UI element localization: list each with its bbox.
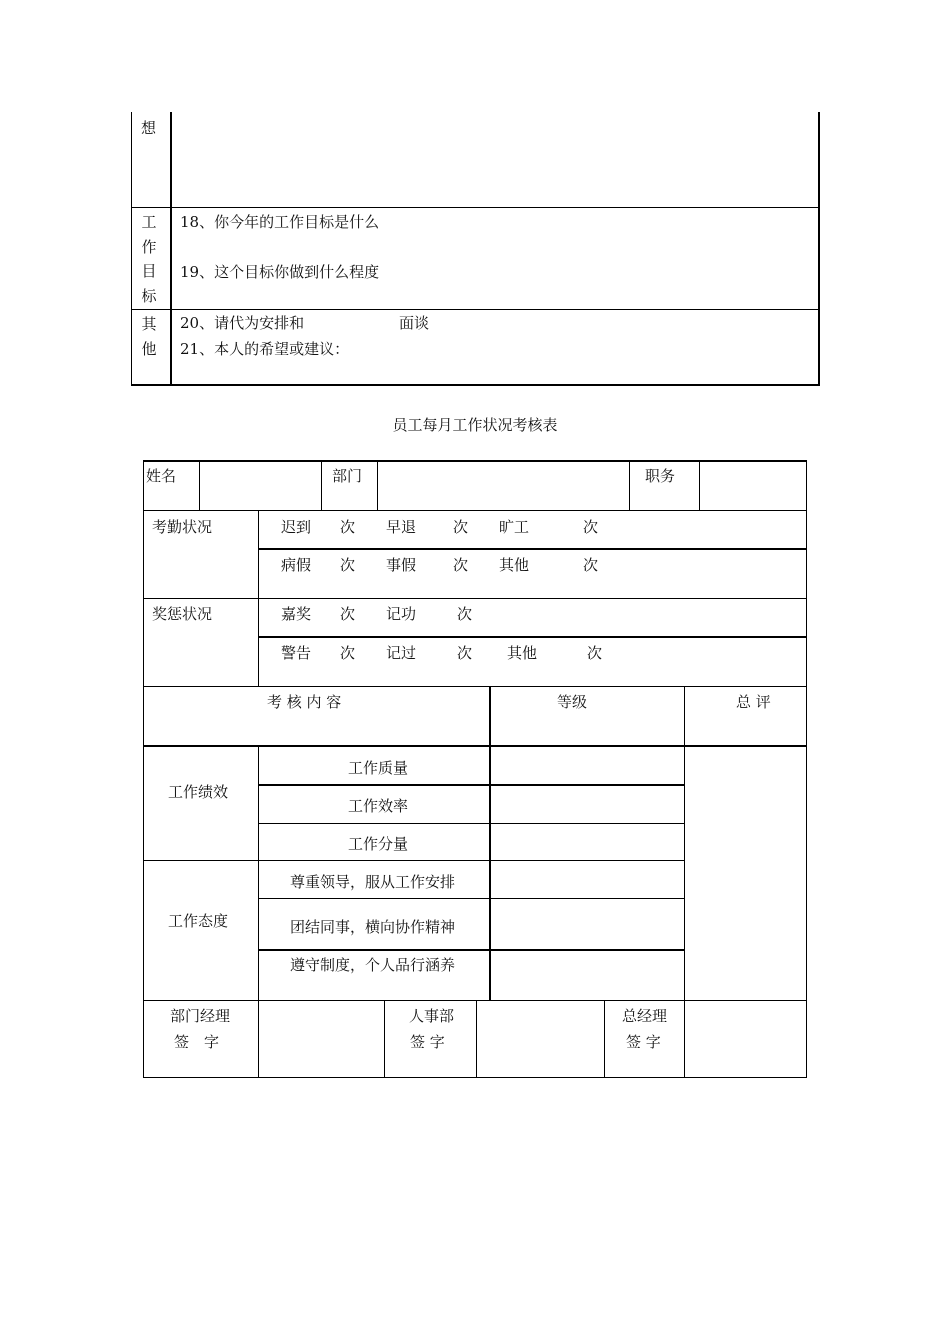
row-divider xyxy=(258,949,685,951)
count-unit: 次 xyxy=(340,518,356,536)
overall-header: 总 评 xyxy=(736,693,771,711)
count-unit: 次 xyxy=(340,644,356,662)
section-goals-label xyxy=(139,210,159,308)
cell-divider xyxy=(604,1000,605,1078)
goals-label-char: 标 xyxy=(141,286,157,305)
commendation-label: 嘉奖 xyxy=(281,605,312,623)
other-label-char: 其 xyxy=(141,315,157,333)
goals-label-char: 作 xyxy=(141,237,157,256)
warning-label: 警告 xyxy=(281,644,312,662)
goals-label-char: 工 xyxy=(141,213,157,231)
count-unit: 次 xyxy=(457,644,473,662)
attendance-label: 考勤状况 xyxy=(152,518,213,536)
early-leave-label: 早退 xyxy=(386,518,417,536)
row-divider xyxy=(258,784,685,786)
row-divider xyxy=(258,823,685,824)
gm-sign-label: 签 字 xyxy=(626,1033,661,1051)
row-divider xyxy=(143,510,807,511)
grade-column-left-border xyxy=(489,686,491,1001)
cell-divider xyxy=(321,460,322,511)
discipline-item: 遵守制度，个人品行涵养 xyxy=(290,956,456,974)
count-unit: 次 xyxy=(340,556,356,574)
position-label: 职务 xyxy=(645,467,676,485)
cell-divider xyxy=(384,1000,385,1078)
row-divider xyxy=(258,898,685,899)
question-20-suffix: 面谈 xyxy=(399,314,430,332)
late-label: 迟到 xyxy=(281,518,312,536)
hr-sign-label: 签 字 xyxy=(410,1033,445,1051)
count-unit: 次 xyxy=(453,556,469,574)
form-title: 员工每月工作状况考核表 xyxy=(392,416,558,434)
question-19: 19、这个目标你做到什么程度 xyxy=(180,263,380,281)
cell-divider xyxy=(377,460,378,511)
top-table-bottom-border xyxy=(131,384,820,386)
count-unit: 次 xyxy=(453,518,469,536)
top-table-row-divider-2 xyxy=(131,309,820,310)
top-table-row-divider-1 xyxy=(131,207,820,208)
sick-leave-label: 病假 xyxy=(281,556,312,574)
question-18: 18、你今年的工作目标是什么 xyxy=(180,213,380,231)
row-divider xyxy=(143,1000,807,1001)
hr-label: 人事部 xyxy=(409,1007,455,1025)
top-table-left-border xyxy=(131,112,132,386)
question-21: 21、本人的希望或建议： xyxy=(180,340,350,358)
other-label: 其他 xyxy=(507,644,538,662)
goals-label-char: 目 xyxy=(141,262,157,280)
content-header: 考 核 内 容 xyxy=(267,693,342,711)
count-unit: 次 xyxy=(583,556,599,574)
count-unit: 次 xyxy=(587,644,603,662)
teamwork-item: 团结同事，横向协作精神 xyxy=(290,918,456,936)
row-divider xyxy=(258,548,807,550)
cell-divider xyxy=(258,1000,259,1078)
section-think-tail: 想 xyxy=(141,119,157,137)
absence-label: 旷工 xyxy=(499,518,530,536)
form-top-border xyxy=(143,460,807,462)
efficiency-item: 工作效率 xyxy=(348,797,409,815)
performance-label: 工作绩效 xyxy=(168,783,229,801)
row-divider xyxy=(143,598,807,599)
dept-manager-label: 部门经理 xyxy=(170,1007,231,1025)
workload-item: 工作分量 xyxy=(348,835,409,853)
form-bottom-border xyxy=(143,1077,807,1078)
row-divider xyxy=(258,636,807,638)
dept-label: 部门 xyxy=(332,467,363,485)
top-table-label-divider xyxy=(170,112,172,386)
question-20: 20、请代为安排和 xyxy=(180,314,305,332)
count-unit: 次 xyxy=(340,605,356,623)
rewards-label: 奖惩状况 xyxy=(152,605,213,623)
row-divider xyxy=(143,860,685,861)
cell-divider xyxy=(476,1000,477,1078)
name-label: 姓名 xyxy=(146,467,177,485)
gm-label: 总经理 xyxy=(622,1007,668,1025)
cell-divider xyxy=(629,460,630,511)
cell-divider xyxy=(699,460,700,511)
count-unit: 次 xyxy=(583,518,599,536)
cell-divider xyxy=(199,460,200,511)
dept-manager-sign-label: 签 字 xyxy=(174,1033,220,1051)
row-divider xyxy=(143,686,807,687)
merit-label: 记功 xyxy=(386,605,417,623)
header-bottom-border xyxy=(143,745,807,747)
quality-item: 工作质量 xyxy=(348,759,409,777)
form-right-border xyxy=(806,460,807,1078)
count-unit: 次 xyxy=(457,605,473,623)
personal-leave-label: 事假 xyxy=(386,556,417,574)
attitude-label: 工作态度 xyxy=(168,912,229,930)
other-label-char: 他 xyxy=(141,339,157,358)
other-leave-label: 其他 xyxy=(499,556,530,574)
top-table-right-border xyxy=(818,112,820,386)
respect-leaders-item: 尊重领导，服从工作安排 xyxy=(290,873,456,891)
form-left-border xyxy=(143,460,144,1078)
demerit-label: 记过 xyxy=(386,644,417,662)
grade-header: 等级 xyxy=(557,693,588,711)
section-other-label xyxy=(139,312,159,361)
